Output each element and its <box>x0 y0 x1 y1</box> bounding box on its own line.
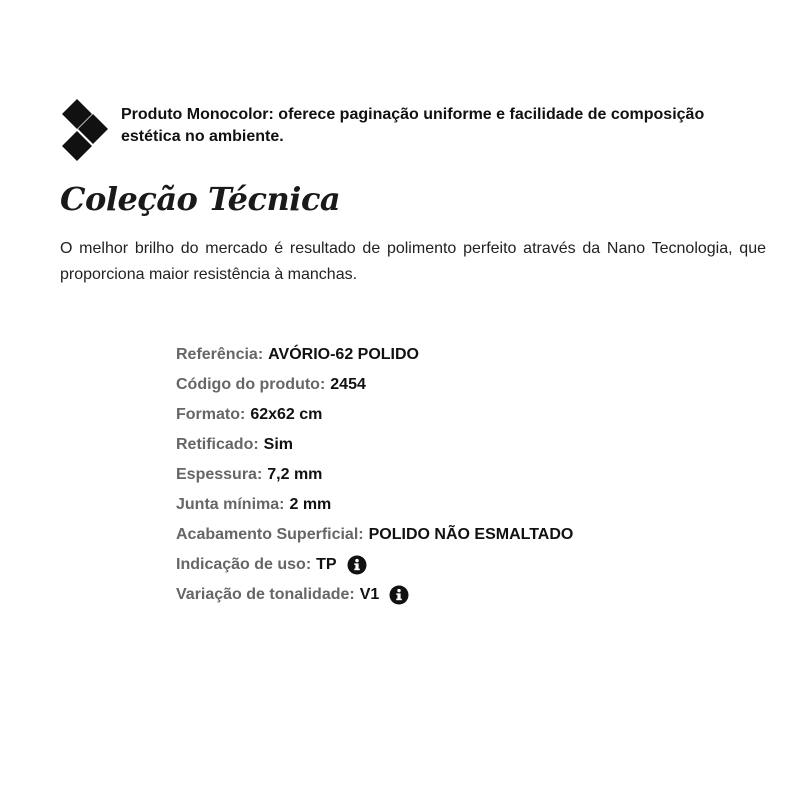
spec-label: Junta mínima: <box>176 496 285 513</box>
spec-label: Espessura: <box>176 466 263 483</box>
spec-value: 7,2 mm <box>267 466 323 483</box>
spec-value: 62x62 cm <box>250 406 323 423</box>
spec-value: POLIDO NÃO ESMALTADO <box>368 526 574 543</box>
spec-label: Indicação de uso: <box>176 556 312 573</box>
spec-row-indicacao <box>176 550 736 580</box>
spec-value: 2 mm <box>289 496 332 513</box>
spec-label: Retificado: <box>176 436 259 453</box>
info-icon[interactable] <box>347 555 367 575</box>
spec-label: Código do produto: <box>176 376 326 393</box>
spec-row-referencia <box>176 340 736 370</box>
feature-description: Produto Monocolor: oferece paginação uniforme e facilidade de composição estética no ambiente. <box>121 106 705 145</box>
spec-row-codigo <box>176 370 736 400</box>
collection-title: Coleção Técnica <box>60 180 341 218</box>
diamond-tiles-icon <box>60 97 110 163</box>
monocolor-feature <box>60 97 760 163</box>
info-icon[interactable] <box>389 585 409 605</box>
spec-list <box>176 340 736 610</box>
spec-value: V1 <box>359 586 380 603</box>
spec-value: TP <box>316 556 337 573</box>
spec-row-junta <box>176 490 736 520</box>
spec-value: Sim <box>263 436 294 453</box>
spec-value: AVÓRIO-62 POLIDO <box>268 346 419 363</box>
spec-label: Acabamento Superficial: <box>176 526 364 543</box>
spec-row-retificado <box>176 430 736 460</box>
spec-label: Referência: <box>176 346 264 363</box>
spec-label: Formato: <box>176 406 246 423</box>
spec-row-variacao <box>176 580 736 610</box>
collection-description: O melhor brilho do mercado é resultado de polimento perfeito através da Nano Tecnologia, que proporciona maior resistência à manchas. <box>60 240 766 283</box>
spec-label: Variação de tonalidade: <box>176 586 355 603</box>
spec-value: 2454 <box>330 376 366 393</box>
spec-row-formato <box>176 400 736 430</box>
spec-row-espessura <box>176 460 736 490</box>
spec-row-acabamento <box>176 520 736 550</box>
